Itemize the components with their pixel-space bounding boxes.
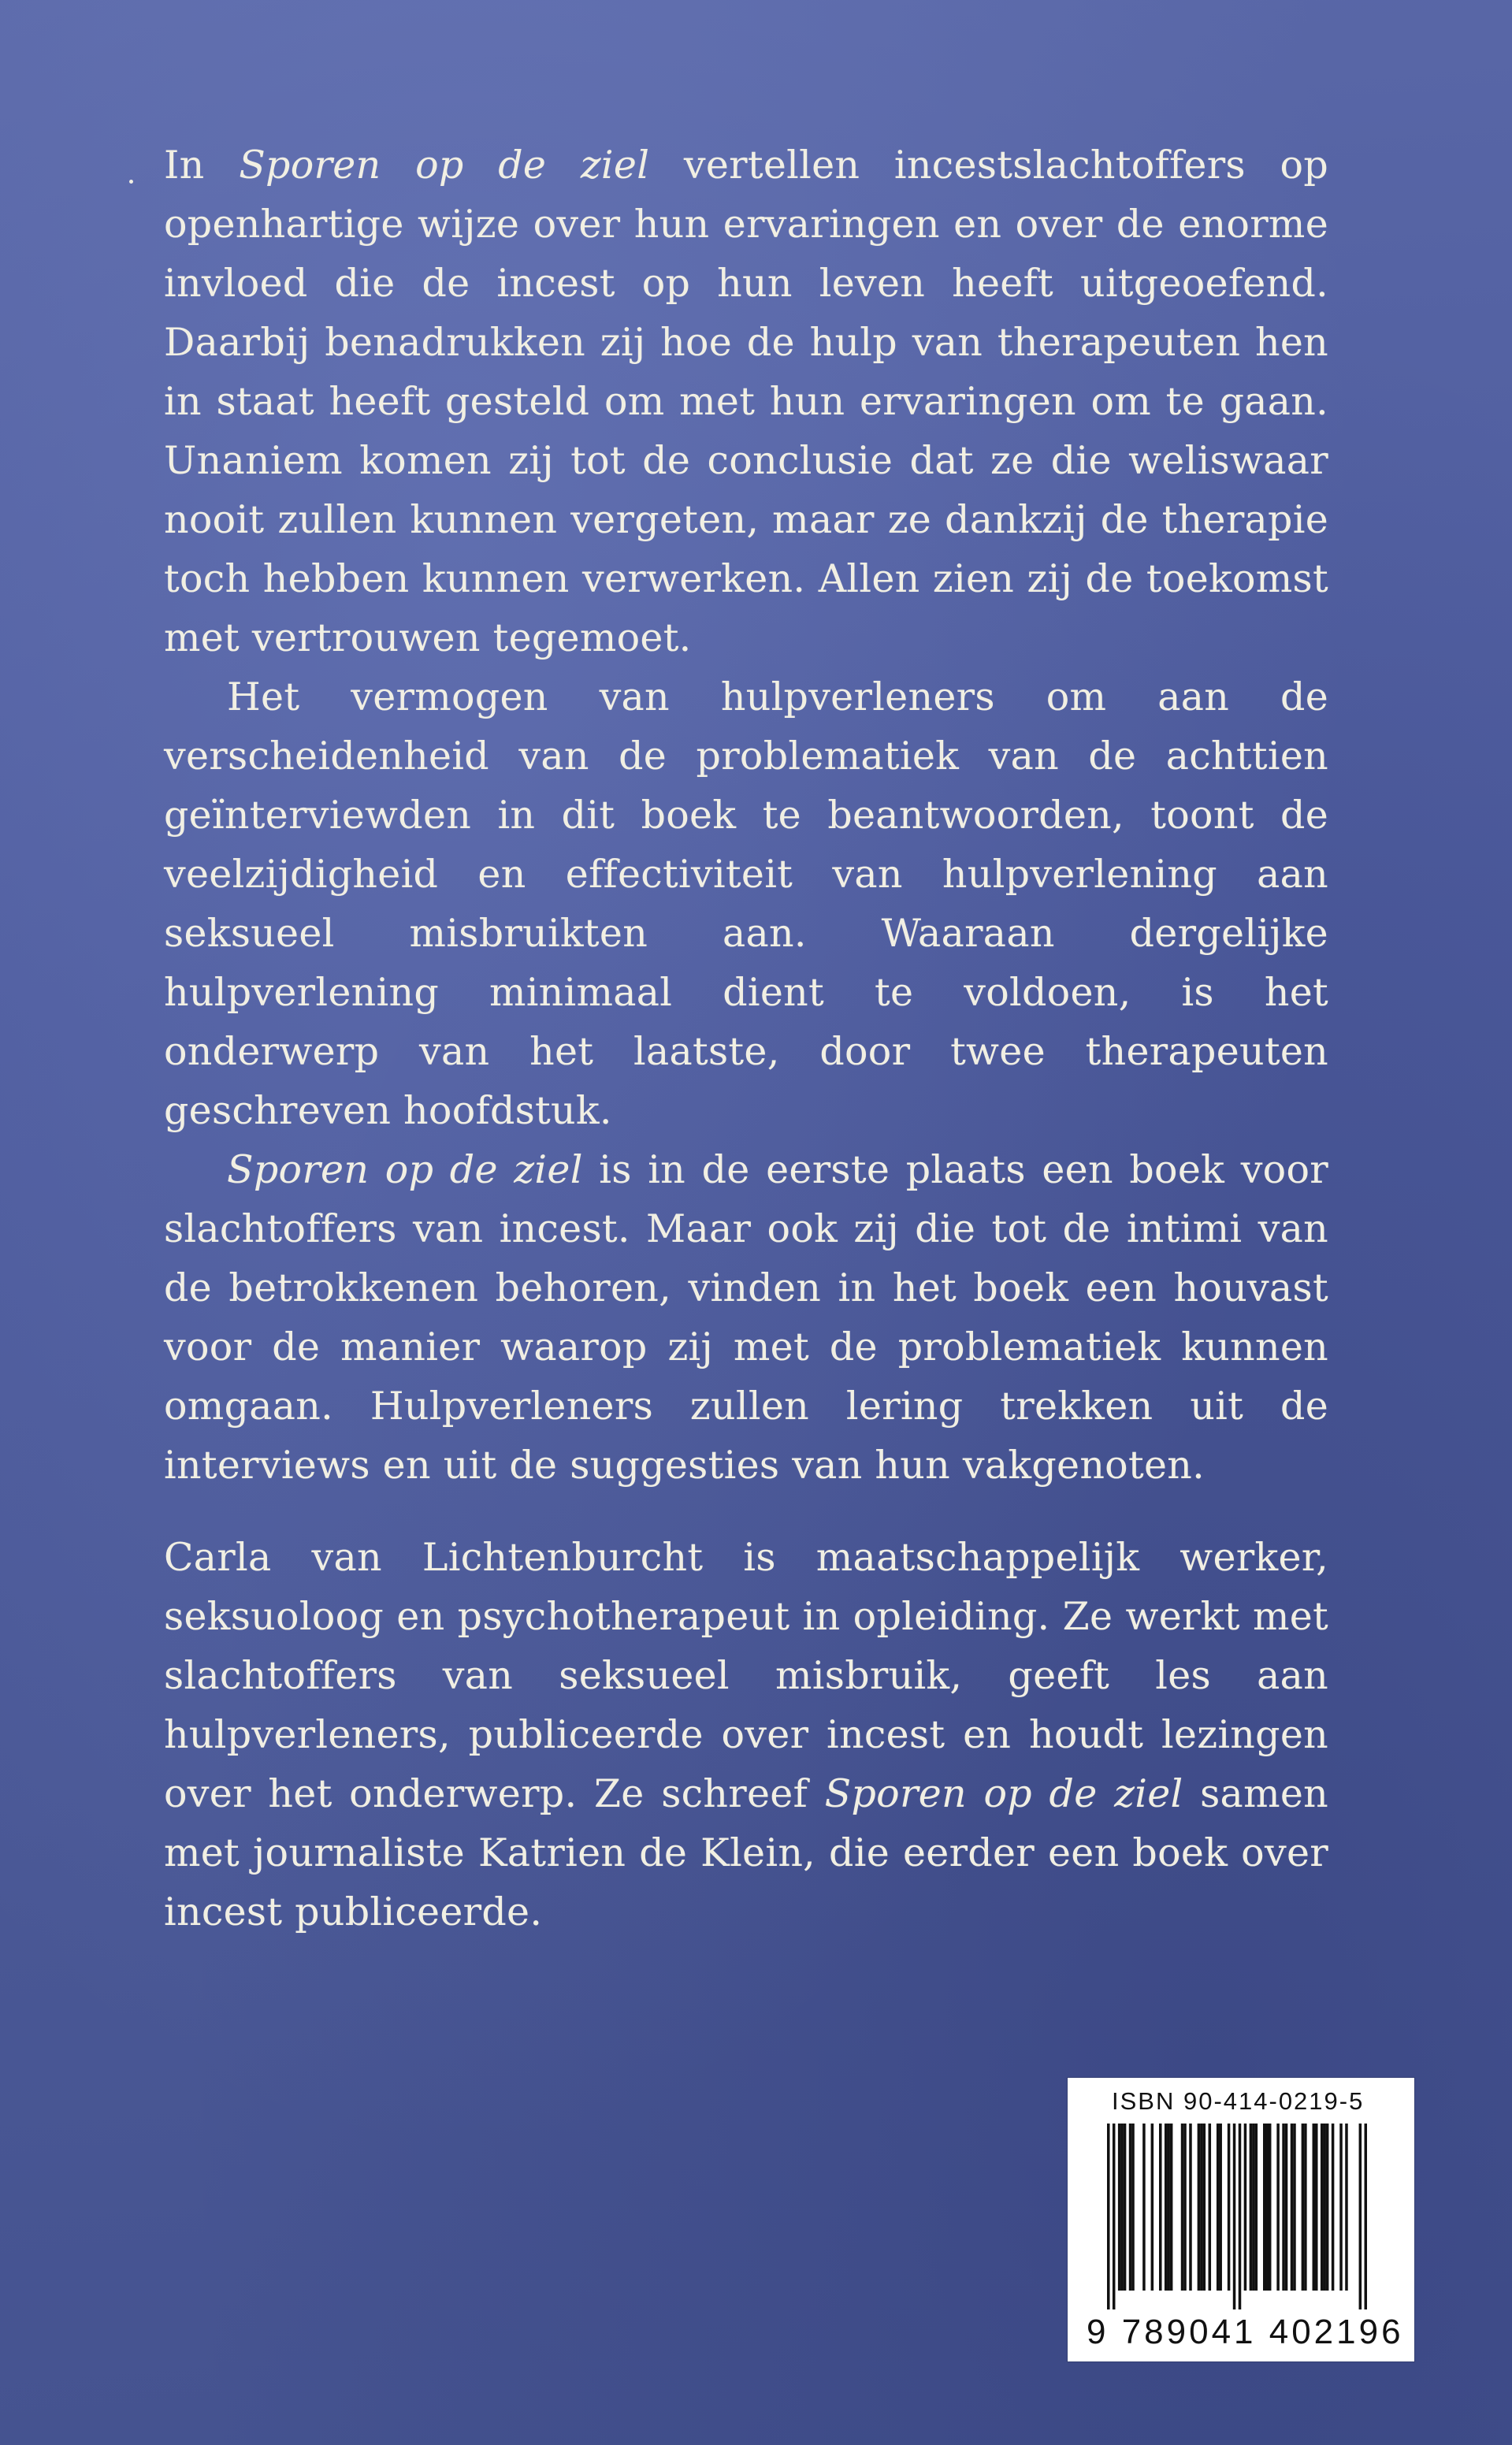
blurb-paragraph-3: Sporen op de ziel is in de eerste plaats een boek voor slachtoffers van incest. Maar ook zij die tot de intimi van de betrokkenen behoren, vinden in het boek een houvast voor de manier waarop zij met de problematiek kunnen omgaan. Hulpverleners zullen lering trekken uit de interviews en uit de suggesties van hun vakgenoten. [164, 1147, 1328, 1488]
barcode-bar [1339, 2124, 1343, 2291]
ean-digits: 9 789041 402196 [1087, 2313, 1404, 2351]
barcode-bar [1167, 2124, 1170, 2291]
barcode-bar [1269, 2124, 1272, 2291]
barcode-bar [1365, 2124, 1367, 2309]
barcode-bar [1313, 2124, 1316, 2291]
barcode-bar [1183, 2124, 1187, 2291]
barcode-bar [1113, 2124, 1116, 2309]
barcode-bar [1233, 2124, 1236, 2309]
barcode-bar [1326, 2124, 1329, 2291]
barcode-bar [1198, 2124, 1201, 2291]
barcode-bar [1107, 2124, 1110, 2309]
barcode-bar [1118, 2124, 1121, 2291]
blurb-text [164, 136, 1328, 1942]
barcode-bar [1302, 2124, 1305, 2291]
barcode-bar [1252, 2124, 1255, 2291]
barcode-bar [1203, 2124, 1206, 2291]
barcode-bar [1244, 2124, 1247, 2291]
barcode-bar [1321, 2124, 1324, 2291]
barcode-bar [1291, 2124, 1294, 2291]
barcode-bar [1304, 2124, 1307, 2291]
barcode-bar [1285, 2124, 1288, 2291]
barcode-bar [1165, 2124, 1168, 2291]
barcode-bar [1359, 2124, 1362, 2309]
isbn-number: ISBN 90-414-0219-5 [1112, 2087, 1365, 2115]
barcode-bar [1276, 2124, 1280, 2291]
barcode-bar [1120, 2124, 1124, 2291]
barcode-bar [1131, 2124, 1135, 2291]
barcode-bar [1255, 2124, 1258, 2291]
barcode-bar [1323, 2124, 1326, 2291]
blurb-paragraph-2: Het vermogen van hulpverleners om aan de verscheidenheid van de problematiek van de achttien geïnterviewden in dit boek te beantwoorden, toont de veelzijdigheid en effectiviteit van hulpverlening aan seksueel misbruikten aan. Waaraan dergelijke hulpverlening minimaal dient te voldoen, is het onderwerp van het laatste, door twee therapeuten geschreven hoofdstuk. [164, 674, 1328, 1133]
book-title-italic: Sporen op de ziel [239, 143, 650, 188]
book-title-italic: Sporen op de ziel [824, 1771, 1183, 1816]
barcode-bar [1159, 2124, 1162, 2291]
barcode-bar [1189, 2124, 1192, 2291]
barcode-bar [1219, 2124, 1222, 2291]
author-bio: Carla van Lichtenburcht is maatschappelijk werker, seksuoloog en psychotherapeut in opleiding. Ze werkt met slachtoffers van seksueel misbruik, geeft les aan hulpverleners, publiceerde over incest en houdt lezingen over het onderwerp. Ze schreef Sporen op de ziel samen met journaliste Katrien de Klein, die eerder een boek over incest publiceerde. [164, 1535, 1328, 1934]
barcode-bar [1129, 2124, 1132, 2291]
book-title-italic: Sporen op de ziel [227, 1147, 583, 1192]
barcode-icon [1107, 2124, 1367, 2309]
barcode-bar [1315, 2124, 1318, 2291]
barcode-bar [1332, 2124, 1335, 2291]
barcode-bar [1142, 2124, 1146, 2291]
decorative-dot [129, 180, 133, 184]
barcode-bar [1345, 2124, 1348, 2291]
blurb-paragraph-1: In Sporen op de ziel vertellen incestslachtoffers op openhartige wijze over hun ervaringen en over de enorme invloed die de incest op hun leven heeft uitgeoefend. Daarbij benadrukken zij hoe de hulp van therapeuten hen in staat heeft gesteld om met hun ervaringen om te gaan. Unaniem komen zij tot de conclusie dat ze die weliswaar nooit zullen kunnen vergeten, maar ze dankzij de therapie toch hebben kunnen verwerken. Allen zien zij de toekomst met vertrouwen tegemoet. [164, 143, 1328, 660]
barcode-bar [1170, 2124, 1173, 2291]
barcode-bar [1239, 2124, 1242, 2309]
barcode-bar [1124, 2124, 1127, 2291]
barcode-bar [1200, 2124, 1203, 2291]
barcode-bar [1217, 2124, 1220, 2291]
barcode-bar [1151, 2124, 1154, 2291]
barcode-bar [1209, 2124, 1212, 2291]
barcode-bar [1181, 2124, 1184, 2291]
barcode-bar [1282, 2124, 1285, 2291]
isbn-barcode-label [1068, 2078, 1414, 2361]
barcode-bar [1250, 2124, 1253, 2291]
barcode-bar [1265, 2124, 1269, 2291]
barcode-bar [1228, 2124, 1231, 2291]
barcode-bar [1263, 2124, 1266, 2291]
barcode-bar [1293, 2124, 1296, 2291]
